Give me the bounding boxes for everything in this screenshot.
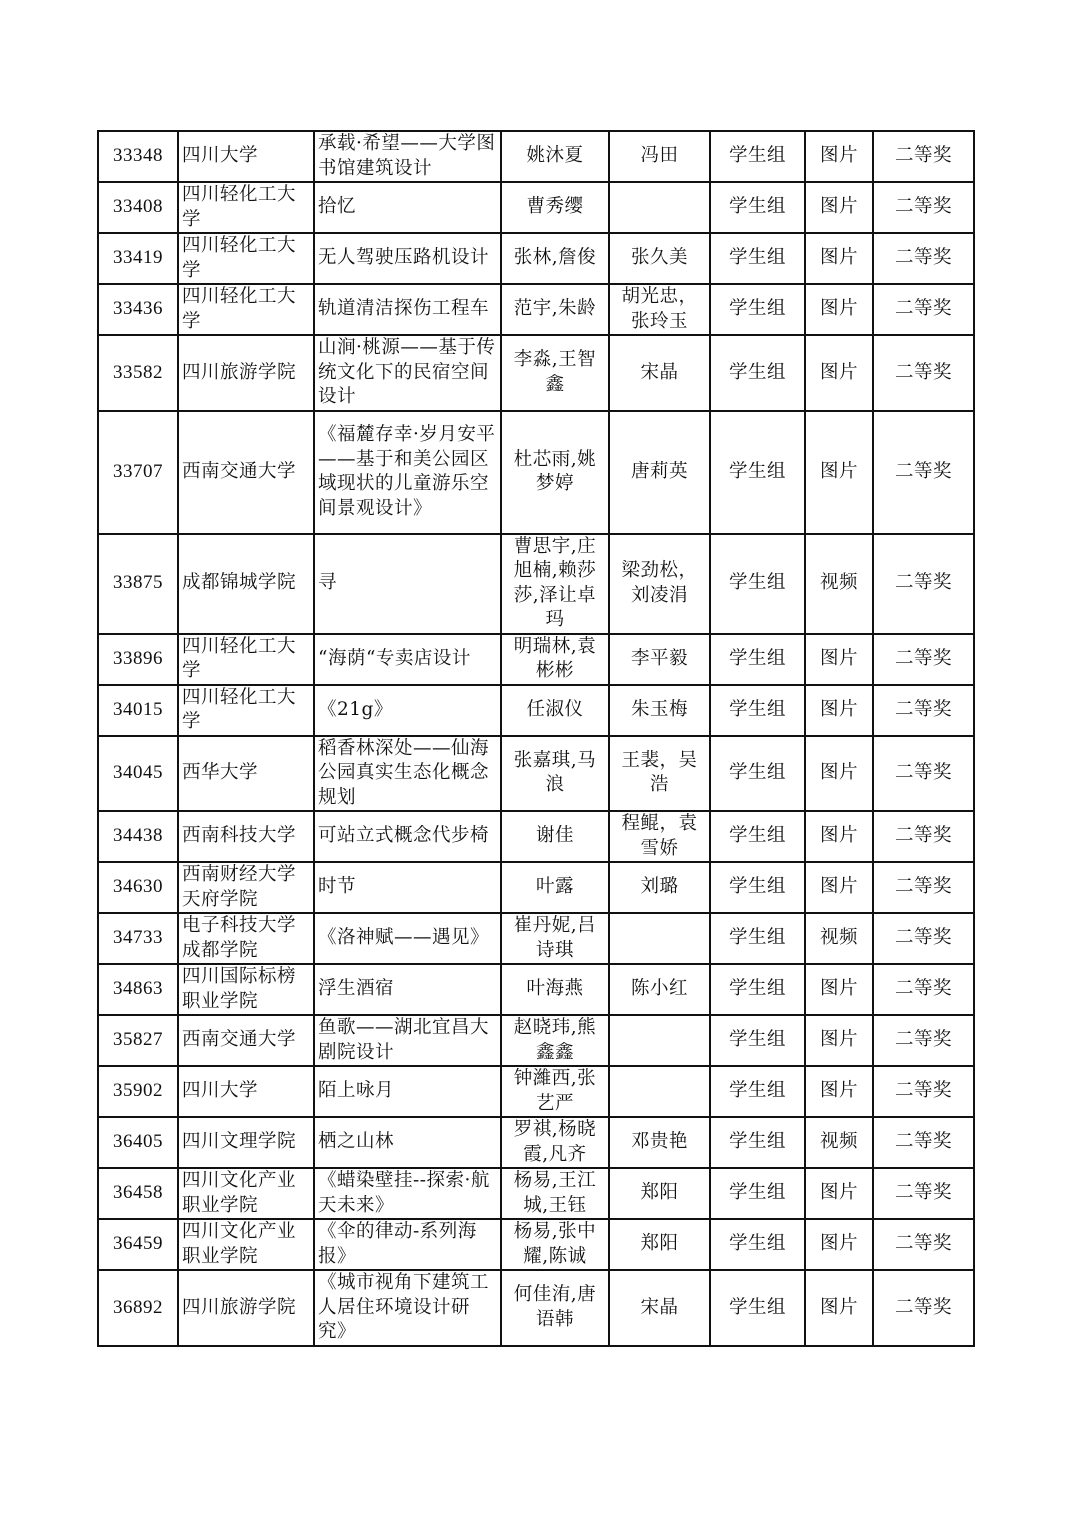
- work-title-cell: 《蜡染壁挂--探索·航天未来》: [314, 1168, 501, 1219]
- entry-id-cell: 34045: [98, 736, 178, 812]
- advisor-cell: [609, 913, 710, 964]
- advisor-cell: 梁劲松，刘凌涓: [609, 534, 710, 634]
- table-row: [98, 131, 974, 182]
- authors-cell: 李淼,王智鑫: [501, 335, 609, 411]
- work-title-cell: 《城市视角下建筑工人居住环境设计研究》: [314, 1270, 501, 1346]
- table-row: [98, 634, 974, 685]
- entry-id-cell: 36458: [98, 1168, 178, 1219]
- group-cell: 学生组: [710, 1219, 805, 1270]
- table-body: [98, 131, 974, 1346]
- table-row: [98, 233, 974, 284]
- group-cell: 学生组: [710, 1066, 805, 1117]
- group-cell: 学生组: [710, 1168, 805, 1219]
- award-cell: 二等奖: [873, 534, 974, 634]
- group-cell: 学生组: [710, 913, 805, 964]
- media-type-cell: 图片: [805, 1270, 873, 1346]
- work-title-cell: 《21g》: [314, 685, 501, 736]
- work-title-cell: “海荫“专卖店设计: [314, 634, 501, 685]
- authors-cell: 钟濰西,张艺严: [501, 1066, 609, 1117]
- group-cell: 学生组: [710, 534, 805, 634]
- authors-cell: 杜芯雨,姚梦婷: [501, 411, 609, 534]
- awards-table: [97, 130, 975, 1347]
- media-type-cell: 图片: [805, 964, 873, 1015]
- media-type-cell: 图片: [805, 1066, 873, 1117]
- school-cell: 西南交通大学: [178, 411, 314, 534]
- award-cell: 二等奖: [873, 1015, 974, 1066]
- school-cell: 四川轻化工大学: [178, 233, 314, 284]
- media-type-cell: 视频: [805, 534, 873, 634]
- school-cell: 西华大学: [178, 736, 314, 812]
- media-type-cell: 图片: [805, 335, 873, 411]
- authors-cell: 曹思宇,庄旭楠,赖莎莎,泽让卓玛: [501, 534, 609, 634]
- group-cell: 学生组: [710, 1270, 805, 1346]
- work-title-cell: 拾忆: [314, 182, 501, 233]
- advisor-cell: [609, 1015, 710, 1066]
- authors-cell: 叶海燕: [501, 964, 609, 1015]
- table-row: [98, 862, 974, 913]
- group-cell: 学生组: [710, 131, 805, 182]
- award-cell: 二等奖: [873, 964, 974, 1015]
- group-cell: 学生组: [710, 182, 805, 233]
- media-type-cell: 图片: [805, 736, 873, 812]
- school-cell: 四川文化产业职业学院: [178, 1219, 314, 1270]
- award-cell: 二等奖: [873, 1219, 974, 1270]
- work-title-cell: 浮生酒宿: [314, 964, 501, 1015]
- entry-id-cell: 33582: [98, 335, 178, 411]
- work-title-cell: 可站立式概念代步椅: [314, 811, 501, 862]
- authors-cell: 杨易,张中耀,陈诚: [501, 1219, 609, 1270]
- school-cell: 四川轻化工大学: [178, 182, 314, 233]
- authors-cell: 崔丹妮,吕诗琪: [501, 913, 609, 964]
- table-row: [98, 411, 974, 534]
- advisor-cell: 李平毅: [609, 634, 710, 685]
- authors-cell: 曹秀缨: [501, 182, 609, 233]
- school-cell: 成都锦城学院: [178, 534, 314, 634]
- award-cell: 二等奖: [873, 1066, 974, 1117]
- advisor-cell: 程鲲，袁雪娇: [609, 811, 710, 862]
- authors-cell: 姚沐夏: [501, 131, 609, 182]
- group-cell: 学生组: [710, 811, 805, 862]
- work-title-cell: 无人驾驶压路机设计: [314, 233, 501, 284]
- award-cell: 二等奖: [873, 335, 974, 411]
- media-type-cell: 图片: [805, 685, 873, 736]
- school-cell: 四川大学: [178, 131, 314, 182]
- work-title-cell: 轨道清洁探伤工程车: [314, 284, 501, 335]
- award-cell: 二等奖: [873, 1168, 974, 1219]
- entry-id-cell: 33436: [98, 284, 178, 335]
- entry-id-cell: 33408: [98, 182, 178, 233]
- work-title-cell: 稻香林深处——仙海公园真实生态化概念规划: [314, 736, 501, 812]
- award-cell: 二等奖: [873, 736, 974, 812]
- entry-id-cell: 33896: [98, 634, 178, 685]
- school-cell: 四川国际标榜职业学院: [178, 964, 314, 1015]
- group-cell: 学生组: [710, 964, 805, 1015]
- work-title-cell: 时节: [314, 862, 501, 913]
- table-row: [98, 811, 974, 862]
- school-cell: 四川轻化工大学: [178, 685, 314, 736]
- advisor-cell: 陈小红: [609, 964, 710, 1015]
- authors-cell: 谢佳: [501, 811, 609, 862]
- advisor-cell: [609, 1066, 710, 1117]
- authors-cell: 张林,詹俊: [501, 233, 609, 284]
- work-title-cell: 《洛神赋——遇见》: [314, 913, 501, 964]
- advisor-cell: [609, 182, 710, 233]
- school-cell: 四川旅游学院: [178, 1270, 314, 1346]
- table-row: [98, 534, 974, 634]
- media-type-cell: 图片: [805, 1015, 873, 1066]
- award-cell: 二等奖: [873, 1270, 974, 1346]
- media-type-cell: 图片: [805, 1219, 873, 1270]
- entry-id-cell: 34438: [98, 811, 178, 862]
- award-cell: 二等奖: [873, 634, 974, 685]
- award-cell: 二等奖: [873, 284, 974, 335]
- entry-id-cell: 33348: [98, 131, 178, 182]
- group-cell: 学生组: [710, 233, 805, 284]
- table-row: [98, 1219, 974, 1270]
- advisor-cell: 王裴，吴浩: [609, 736, 710, 812]
- school-cell: 西南交通大学: [178, 1015, 314, 1066]
- school-cell: 西南财经大学天府学院: [178, 862, 314, 913]
- work-title-cell: 山涧·桃源——基于传统文化下的民宿空间设计: [314, 335, 501, 411]
- media-type-cell: 图片: [805, 131, 873, 182]
- media-type-cell: 图片: [805, 284, 873, 335]
- award-cell: 二等奖: [873, 862, 974, 913]
- entry-id-cell: 34863: [98, 964, 178, 1015]
- work-title-cell: 《福麓存幸·岁月安平——基于和美公园区域现状的儿童游乐空间景观设计》: [314, 411, 501, 534]
- work-title-cell: 陌上咏月: [314, 1066, 501, 1117]
- school-cell: 四川轻化工大学: [178, 284, 314, 335]
- work-title-cell: 栖之山林: [314, 1117, 501, 1168]
- school-cell: 四川旅游学院: [178, 335, 314, 411]
- school-cell: 电子科技大学成都学院: [178, 913, 314, 964]
- media-type-cell: 图片: [805, 811, 873, 862]
- award-cell: 二等奖: [873, 1117, 974, 1168]
- award-cell: 二等奖: [873, 233, 974, 284]
- media-type-cell: 图片: [805, 1168, 873, 1219]
- entry-id-cell: 36405: [98, 1117, 178, 1168]
- table-row: [98, 182, 974, 233]
- media-type-cell: 图片: [805, 233, 873, 284]
- authors-cell: 何佳洧,唐语韩: [501, 1270, 609, 1346]
- school-cell: 四川文理学院: [178, 1117, 314, 1168]
- work-title-cell: 《伞的律动-系列海报》: [314, 1219, 501, 1270]
- group-cell: 学生组: [710, 335, 805, 411]
- school-cell: 四川文化产业职业学院: [178, 1168, 314, 1219]
- award-cell: 二等奖: [873, 811, 974, 862]
- work-title-cell: 鱼歌——湖北宜昌大剧院设计: [314, 1015, 501, 1066]
- entry-id-cell: 35902: [98, 1066, 178, 1117]
- group-cell: 学生组: [710, 862, 805, 913]
- group-cell: 学生组: [710, 284, 805, 335]
- award-cell: 二等奖: [873, 913, 974, 964]
- table-row: [98, 335, 974, 411]
- entry-id-cell: 35827: [98, 1015, 178, 1066]
- authors-cell: 杨易,王江城,王钰: [501, 1168, 609, 1219]
- entry-id-cell: 36459: [98, 1219, 178, 1270]
- table-row: [98, 1066, 974, 1117]
- table-row: [98, 1117, 974, 1168]
- work-title-cell: 承载·希望——大学图书馆建筑设计: [314, 131, 501, 182]
- table-row: [98, 284, 974, 335]
- media-type-cell: 视频: [805, 1117, 873, 1168]
- authors-cell: 张嘉琪,马浪: [501, 736, 609, 812]
- authors-cell: 赵晓玮,熊鑫鑫: [501, 1015, 609, 1066]
- work-title-cell: 寻: [314, 534, 501, 634]
- school-cell: 四川轻化工大学: [178, 634, 314, 685]
- entry-id-cell: 34015: [98, 685, 178, 736]
- media-type-cell: 图片: [805, 182, 873, 233]
- table-row: [98, 1015, 974, 1066]
- group-cell: 学生组: [710, 1117, 805, 1168]
- advisor-cell: 邓贵艳: [609, 1117, 710, 1168]
- advisor-cell: 刘璐: [609, 862, 710, 913]
- advisor-cell: 郑阳: [609, 1219, 710, 1270]
- table-row: [98, 1168, 974, 1219]
- group-cell: 学生组: [710, 1015, 805, 1066]
- award-cell: 二等奖: [873, 685, 974, 736]
- authors-cell: 叶露: [501, 862, 609, 913]
- group-cell: 学生组: [710, 685, 805, 736]
- table-row: [98, 736, 974, 812]
- school-cell: 四川大学: [178, 1066, 314, 1117]
- award-cell: 二等奖: [873, 411, 974, 534]
- table-row: [98, 1270, 974, 1346]
- media-type-cell: 视频: [805, 913, 873, 964]
- table-row: [98, 685, 974, 736]
- entry-id-cell: 36892: [98, 1270, 178, 1346]
- authors-cell: 罗祺,杨晓霞,凡齐: [501, 1117, 609, 1168]
- advisor-cell: 冯田: [609, 131, 710, 182]
- media-type-cell: 图片: [805, 411, 873, 534]
- media-type-cell: 图片: [805, 634, 873, 685]
- authors-cell: 任淑仪: [501, 685, 609, 736]
- advisor-cell: 郑阳: [609, 1168, 710, 1219]
- table-row: [98, 964, 974, 1015]
- entry-id-cell: 33419: [98, 233, 178, 284]
- table-row: [98, 913, 974, 964]
- award-cell: 二等奖: [873, 182, 974, 233]
- advisor-cell: 唐莉英: [609, 411, 710, 534]
- entry-id-cell: 34630: [98, 862, 178, 913]
- advisor-cell: 宋晶: [609, 335, 710, 411]
- entry-id-cell: 33875: [98, 534, 178, 634]
- entry-id-cell: 33707: [98, 411, 178, 534]
- school-cell: 西南科技大学: [178, 811, 314, 862]
- award-cell: 二等奖: [873, 131, 974, 182]
- authors-cell: 范宇,朱龄: [501, 284, 609, 335]
- advisor-cell: 朱玉梅: [609, 685, 710, 736]
- media-type-cell: 图片: [805, 862, 873, 913]
- advisor-cell: 宋晶: [609, 1270, 710, 1346]
- group-cell: 学生组: [710, 736, 805, 812]
- entry-id-cell: 34733: [98, 913, 178, 964]
- group-cell: 学生组: [710, 634, 805, 685]
- advisor-cell: 张久美: [609, 233, 710, 284]
- group-cell: 学生组: [710, 411, 805, 534]
- authors-cell: 明瑞林,袁彬彬: [501, 634, 609, 685]
- advisor-cell: 胡光忠，张玲玉: [609, 284, 710, 335]
